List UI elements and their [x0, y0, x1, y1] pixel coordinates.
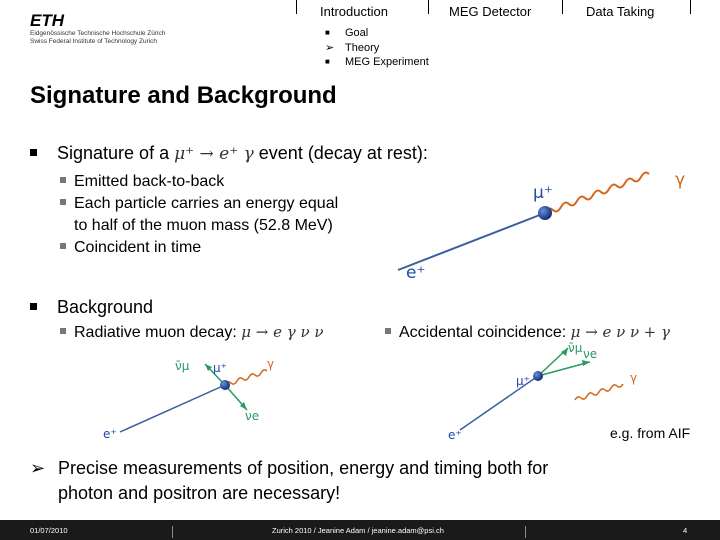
photon-wave — [225, 370, 267, 385]
signature-subitems — [60, 171, 338, 259]
footer-author: Zurich 2010 / Jeanine Adam / jeanine.adam@psi.ch — [272, 526, 444, 535]
footer-bar — [0, 520, 720, 540]
photon-wave — [575, 384, 623, 400]
footer-date: 01/07/2010 — [30, 526, 68, 535]
antineutrino-label: ν̄μ — [175, 359, 190, 373]
photon-label: γ — [267, 357, 275, 371]
slide-title: Signature and Background — [30, 82, 337, 109]
logo-line-german: Eidgenössische Technische Hochschule Zürich — [30, 30, 166, 37]
muon-dot — [220, 380, 230, 390]
muon-label: μ⁺ — [533, 183, 553, 203]
radiative-formula: μ → e γ ν ν — [241, 323, 324, 341]
list-item: Coincident in time — [60, 237, 338, 259]
aif-note: e.g. from AIF — [610, 425, 691, 441]
list-item: Emitted back-to-back — [60, 171, 338, 193]
muon-dot — [533, 371, 543, 381]
subnav-item-meg-experiment[interactable]: ■ MEG Experiment — [325, 56, 429, 68]
arrow-bullet-icon: ➢ — [30, 458, 46, 478]
accidental-formula: μ → e ν ν — [570, 323, 640, 341]
nav-separator — [428, 0, 429, 14]
nav-item-data-taking[interactable]: Data Taking — [586, 4, 655, 19]
plus-gamma: + γ — [643, 323, 670, 341]
square-bullet-icon — [385, 328, 391, 334]
square-bullet-icon: ■ — [325, 57, 330, 66]
footer-separator — [525, 526, 526, 538]
photon-label: γ — [675, 170, 686, 190]
nav-separator — [562, 0, 563, 14]
square-bullet-icon — [30, 303, 37, 310]
logo-line-english: Swiss Federal Institute of Technology Zurich — [30, 38, 158, 45]
footer-page-number: 4 — [683, 526, 688, 535]
positron-label: e⁺ — [103, 427, 117, 441]
sub-navigation — [325, 26, 429, 70]
positron-track — [120, 385, 225, 432]
arrow-head-icon — [561, 348, 568, 356]
neutrino-label: νe — [583, 347, 598, 361]
footer-separator — [172, 526, 173, 538]
photon-label: γ — [630, 371, 638, 385]
square-bullet-icon — [60, 199, 66, 205]
list-item: Each particle carries an energy equal — [60, 193, 338, 215]
muon-label: μ⁺ — [516, 374, 530, 388]
square-bullet-icon — [60, 328, 66, 334]
positron-track — [398, 213, 545, 270]
photon-wave — [545, 173, 649, 213]
list-item-continuation: to half of the muon mass (52.8 MeV) — [74, 217, 333, 234]
logo-wordmark: ETH — [30, 11, 64, 30]
neutrino-label: νe — [245, 409, 260, 423]
radiative-decay-item: Radiative muon decay: μ → e γ ν ν — [60, 323, 323, 342]
accidental-coincidence-item: Accidental coincidence: μ → e ν ν + γ — [385, 323, 670, 342]
nav-item-introduction[interactable]: Introduction — [320, 4, 388, 19]
muon-dot — [538, 206, 552, 220]
signature-diagram — [370, 165, 700, 285]
positron-label: e⁺ — [448, 428, 462, 442]
bullet-signature: Signature of a μ⁺ → e⁺ γ event (decay at rest): — [30, 143, 428, 164]
square-bullet-icon: ■ — [325, 28, 330, 37]
bullet-background: Background — [30, 297, 153, 318]
antineutrino-label: ν̄μ — [568, 341, 583, 355]
top-navigation — [0, 0, 720, 20]
bullet-conclusion: ➢ Precise measurements of position, energy and timing both for photon and positron are necessary! — [30, 458, 549, 503]
arrow-bullet-icon: ➢ — [325, 41, 335, 54]
subnav-item-theory[interactable]: ➢ Theory — [325, 41, 380, 54]
nav-item-meg-detector[interactable]: MEG Detector — [449, 4, 532, 19]
radiative-decay-diagram — [95, 340, 365, 445]
square-bullet-icon — [30, 149, 37, 156]
subnav-item-goal[interactable]: ■ Goal — [325, 27, 369, 39]
muon-label: μ⁺ — [213, 361, 227, 375]
decay-formula: μ⁺ → e⁺ γ — [174, 144, 254, 164]
nav-separator — [296, 0, 297, 14]
nav-separator — [690, 0, 691, 14]
positron-label: e⁺ — [406, 263, 426, 283]
square-bullet-icon — [60, 177, 66, 183]
square-bullet-icon — [60, 243, 66, 249]
